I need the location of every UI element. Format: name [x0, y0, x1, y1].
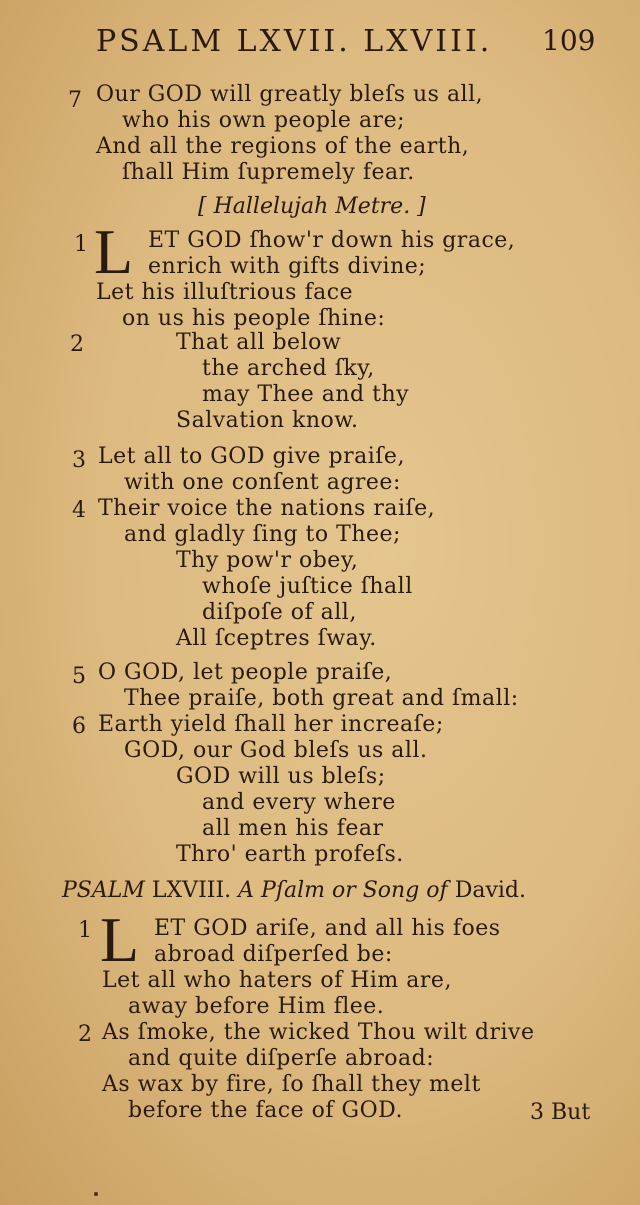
verse-number: 7	[68, 88, 82, 113]
verse-line: before the face of GOD.	[128, 1098, 403, 1123]
verse-line: Their voice the nations raiſe,	[98, 496, 436, 521]
verse-line: all men his fear	[202, 816, 384, 841]
verse-number: 5	[72, 664, 86, 689]
verse-number: 1	[74, 232, 88, 257]
psalm-number: LXVIII.	[151, 878, 232, 903]
verse-line: ET GOD ariſe, and all his foes	[154, 916, 501, 941]
verse-line: away before Him flee.	[128, 994, 385, 1019]
verse-number: 2	[70, 332, 84, 357]
psalm-author: David.	[454, 878, 526, 903]
ink-speck	[94, 1192, 98, 1196]
psalm-68-heading	[62, 878, 526, 903]
verse-number: 4	[72, 498, 86, 523]
drop-cap: L	[100, 904, 140, 975]
verse-number: 2	[78, 1022, 92, 1047]
verse-line: whoſe juſtice ſhall	[202, 574, 413, 599]
verse-line: the arched ſky,	[202, 356, 375, 381]
verse-line: Thro' earth profeſs.	[176, 842, 404, 867]
verse-line: Let his illuſtrious face	[96, 280, 354, 305]
verse-line: GOD, our God bleſs us all.	[124, 738, 428, 763]
verse-line: on us his people ſhine:	[122, 306, 386, 331]
verse-line: and gladly ſing to Thee;	[124, 522, 401, 547]
verse-line: That all below	[176, 330, 342, 355]
psalm-label: PSALM	[62, 878, 145, 903]
psalm-description: A Pſalm or Song of	[238, 878, 448, 903]
verse-line: Let all to GOD give praiſe,	[98, 444, 405, 469]
verse-line: Thy pow'r obey,	[176, 548, 359, 573]
verse-line: Let all who haters of Him are,	[102, 968, 452, 993]
verse-line: with one conſent agree:	[124, 470, 401, 495]
verse-number: 3	[72, 448, 86, 473]
catchword: 3 But	[530, 1100, 591, 1125]
verse-line: and every where	[202, 790, 396, 815]
drop-cap: L	[94, 216, 134, 287]
verse-line: and quite diſperſe abroad:	[128, 1046, 435, 1071]
verse-line: ſhall Him ſupremely fear.	[122, 160, 415, 185]
verse-line: O GOD, let people praiſe,	[98, 660, 393, 685]
verse-number: 6	[72, 714, 86, 739]
verse-line: As wax by fire, ſo ſhall they melt	[102, 1072, 481, 1097]
verse-line: diſpoſe of all,	[202, 600, 357, 625]
verse-line: GOD will us bleſs;	[176, 764, 386, 789]
verse-line: ET GOD ſhow'r down his grace,	[148, 228, 516, 253]
verse-number: 1	[78, 918, 92, 943]
verse-line: who his own people are;	[122, 108, 406, 133]
verse-line: And all the regions of the earth,	[96, 134, 470, 159]
verse-line: enrich with gifts divine;	[148, 254, 427, 279]
verse-line: Thee praiſe, both great and ſmall:	[124, 686, 519, 711]
metre-heading: [ Hallelujah Metre. ]	[198, 194, 426, 219]
page-number: 109	[542, 24, 596, 57]
verse-line: abroad diſperſed be:	[154, 942, 393, 967]
verse-line: may Thee and thy	[202, 382, 410, 407]
verse-line: Earth yield ſhall her increaſe;	[98, 712, 444, 737]
verse-line: As ſmoke, the wicked Thou wilt drive	[102, 1020, 535, 1045]
verse-line: Salvation know.	[176, 408, 359, 433]
running-header: PSALM LXVII. LXVIII.	[96, 24, 493, 59]
verse-line: Our GOD will greatly bleſs us all,	[96, 82, 484, 107]
verse-line: All ſceptres ſway.	[176, 626, 377, 651]
